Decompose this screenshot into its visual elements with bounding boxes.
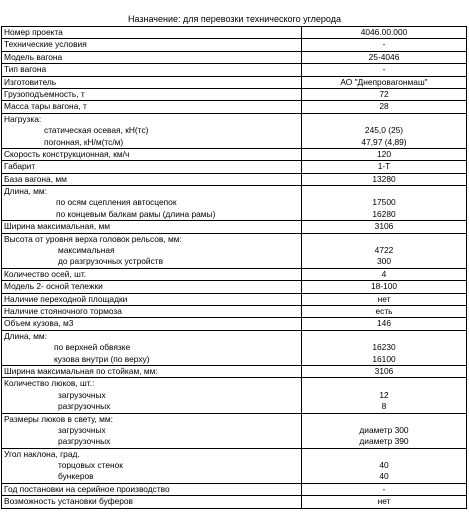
spec-label: Наличие стояночного тормоза (4, 305, 122, 316)
table-row (2, 114, 467, 149)
spec-value: 3106 (374, 365, 394, 376)
spec-label-cell (2, 496, 302, 507)
spec-label: Размеры люков в свету, мм: (4, 413, 113, 424)
spec-label: Угол наклона, град. (4, 448, 80, 459)
table-row (2, 496, 467, 508)
spec-sub-value: 16100 (372, 353, 396, 364)
spec-label: Длина, мм: (4, 186, 48, 197)
table-row (2, 331, 467, 366)
spec-sub-value: 17500 (372, 197, 396, 208)
spec-value-cell (302, 64, 467, 75)
spec-value-cell (302, 114, 467, 148)
spec-sub-value: 245,0 (25) (364, 125, 404, 136)
spec-sub-value: 47,97 (4,89) (361, 136, 407, 147)
spec-label-cell (2, 52, 302, 63)
spec-label: Год постановки на серийное производство (4, 483, 170, 494)
spec-value: - (382, 39, 386, 50)
spec-sub-label: разгрузочных (58, 401, 111, 412)
spec-label: Масса тары вагона, т (4, 101, 87, 112)
table-row (2, 318, 467, 330)
spec-label: Нагрузка: (4, 113, 42, 124)
spec-sub-label: максимальная (58, 245, 115, 256)
spec-value (302, 186, 466, 197)
spec-label: Длина, мм: (4, 330, 48, 341)
spec-sub-value: 40 (379, 471, 389, 482)
table-row (2, 89, 467, 101)
spec-value-cell (302, 149, 467, 160)
spec-value-cell (302, 414, 467, 448)
spec-label-cell (2, 101, 302, 112)
spec-sub-label: статическая осевая, кН(тс) (44, 125, 149, 136)
spec-value-cell (302, 269, 467, 280)
spec-value (302, 234, 466, 245)
spec-value: 120 (377, 148, 391, 159)
table-row (2, 149, 467, 161)
spec-label: Ширина максимальная, мм (4, 221, 110, 232)
spec-table (1, 26, 467, 509)
spec-sub-value: диаметр 300 (359, 424, 409, 435)
spec-value (302, 414, 466, 425)
spec-value-cell (302, 378, 467, 412)
spec-label-cell (2, 414, 302, 448)
spec-value-cell (302, 174, 467, 185)
spec-value: 13280 (372, 173, 396, 184)
spec-value (302, 378, 466, 389)
spec-label: Габарит (4, 161, 36, 172)
table-row (2, 39, 467, 51)
spec-label-cell (2, 484, 302, 495)
spec-sub-value: 12 (379, 389, 389, 400)
spec-value: 4046.00.000 (360, 27, 408, 37)
spec-sub-value: 16280 (372, 208, 396, 219)
spec-label-cell (2, 149, 302, 160)
table-row (2, 294, 467, 306)
table-row (2, 366, 467, 378)
spec-label-cell (2, 161, 302, 172)
table-row (2, 27, 467, 39)
spec-value: есть (375, 305, 393, 316)
spec-value: нет (377, 293, 391, 304)
spec-label-cell (2, 174, 302, 185)
table-row (2, 174, 467, 186)
spec-label-cell (2, 281, 302, 292)
spec-sub-value: диаметр 390 (359, 436, 409, 447)
spec-sub-value: 4722 (374, 245, 394, 256)
spec-sub-value: 300 (377, 256, 391, 267)
spec-label-cell (2, 27, 302, 38)
spec-label: Грузоподъемность, т (4, 88, 85, 99)
spec-value: 18-100 (370, 281, 398, 292)
spec-sub-value: 16230 (372, 342, 396, 353)
spec-label: Наличие переходной площадки (4, 293, 128, 304)
spec-value-cell (302, 331, 467, 365)
spec-label-cell (2, 318, 302, 329)
spec-sub-label: загрузочных (58, 424, 106, 435)
spec-label: Тип вагона (4, 64, 47, 75)
spec-label: Модель 2- осной тележки (4, 281, 103, 292)
table-row (2, 281, 467, 293)
spec-label: База вагона, мм (4, 173, 67, 184)
spec-label-cell (2, 221, 302, 232)
spec-value: 1-Т (377, 161, 391, 172)
spec-value-cell (302, 89, 467, 100)
spec-label: Высота от уровня верха головок рельсов, мм: (4, 233, 182, 244)
spec-value-cell (302, 161, 467, 172)
spec-label-cell (2, 186, 302, 220)
spec-label-cell (2, 294, 302, 305)
spec-sub-value: 40 (379, 460, 389, 471)
spec-label-cell (2, 64, 302, 75)
spec-value-cell (302, 186, 467, 220)
spec-label: Возможность установки буферов (4, 496, 134, 507)
spec-label: Изготовитель (4, 76, 57, 87)
spec-label: Количество люков, шт.: (4, 378, 95, 389)
spec-value (302, 331, 466, 342)
spec-label-cell (2, 366, 302, 377)
spec-value-cell (302, 234, 467, 268)
spec-label: Объем кузова, м3 (4, 318, 74, 329)
spec-label: Количество осей, шт. (4, 268, 87, 279)
spec-label-cell (2, 114, 302, 148)
table-row (2, 77, 467, 89)
table-row (2, 484, 467, 496)
table-row (2, 269, 467, 281)
spec-value-cell (302, 101, 467, 112)
spec-sub-label: по концевым балкам рамы (длина рамы) (56, 208, 216, 219)
spec-sub-label: загрузочных (58, 389, 106, 400)
spec-sub-value: 8 (381, 401, 387, 412)
spec-label: Номер проекта (4, 27, 63, 37)
spec-value-cell (302, 318, 467, 329)
spec-label-cell (2, 449, 302, 483)
spec-label-cell (2, 77, 302, 88)
spec-value-cell (302, 52, 467, 63)
table-row (2, 52, 467, 64)
spec-sub-label: разгрузочных (58, 436, 111, 447)
spec-value: 4 (381, 268, 387, 279)
spec-value-cell (302, 294, 467, 305)
spec-value-cell (302, 449, 467, 483)
spec-value: 3106 (374, 221, 394, 232)
table-row (2, 234, 467, 269)
spec-value (302, 449, 466, 460)
table-row (2, 378, 467, 413)
spec-value: нет (377, 496, 391, 507)
table-row (2, 414, 467, 449)
table-row (2, 221, 467, 233)
spec-label-cell (2, 378, 302, 412)
spec-value-cell (302, 496, 467, 507)
spec-label: Технические условия (4, 39, 87, 50)
spec-label-cell (2, 234, 302, 268)
spec-label-cell (2, 306, 302, 317)
spec-value-cell (302, 27, 467, 38)
spec-value-cell (302, 366, 467, 377)
spec-sub-label: торцовых стенок (58, 460, 123, 471)
spec-label-cell (2, 331, 302, 365)
spec-value: 146 (377, 318, 391, 329)
spec-value-cell (302, 77, 467, 88)
spec-sub-label: до разгрузочных устройств (58, 256, 164, 267)
spec-value: 72 (379, 88, 389, 99)
spec-value-cell (302, 484, 467, 495)
spec-sub-label: кузова внутри (по верху) (54, 353, 150, 364)
spec-value-cell (302, 306, 467, 317)
spec-sub-label: бункеров (58, 471, 94, 482)
spec-label-cell (2, 89, 302, 100)
table-row (2, 306, 467, 318)
spec-value: - (382, 483, 386, 494)
sheet-title: Назначение: для перевозки технического углерода (127, 14, 342, 24)
spec-sub-label: по верхней обвязке (54, 342, 131, 353)
spec-value-cell (302, 39, 467, 50)
spec-value: - (382, 64, 386, 75)
table-row (2, 101, 467, 113)
table-row (2, 64, 467, 76)
spec-sub-label: по осям сцепления автосцепок (56, 197, 177, 208)
spec-value: АО "Днепровагонмаш" (340, 76, 428, 87)
spec-label-cell (2, 39, 302, 50)
table-row (2, 186, 467, 221)
table-row (2, 449, 467, 484)
spec-label: Ширина максимальная по стойкам, мм: (4, 365, 158, 376)
spec-value-cell (302, 221, 467, 232)
spec-label: Модель вагона (4, 51, 63, 62)
table-row (2, 161, 467, 173)
spec-value-cell (302, 281, 467, 292)
spec-sub-label: погонная, кН/м(тс/м) (44, 136, 124, 147)
spec-label: Скорость конструкционная, км/ч (4, 148, 130, 159)
spec-value: 28 (379, 101, 389, 112)
spec-value: 25-4046 (368, 51, 400, 62)
spec-value (302, 114, 466, 125)
spec-label-cell (2, 269, 302, 280)
